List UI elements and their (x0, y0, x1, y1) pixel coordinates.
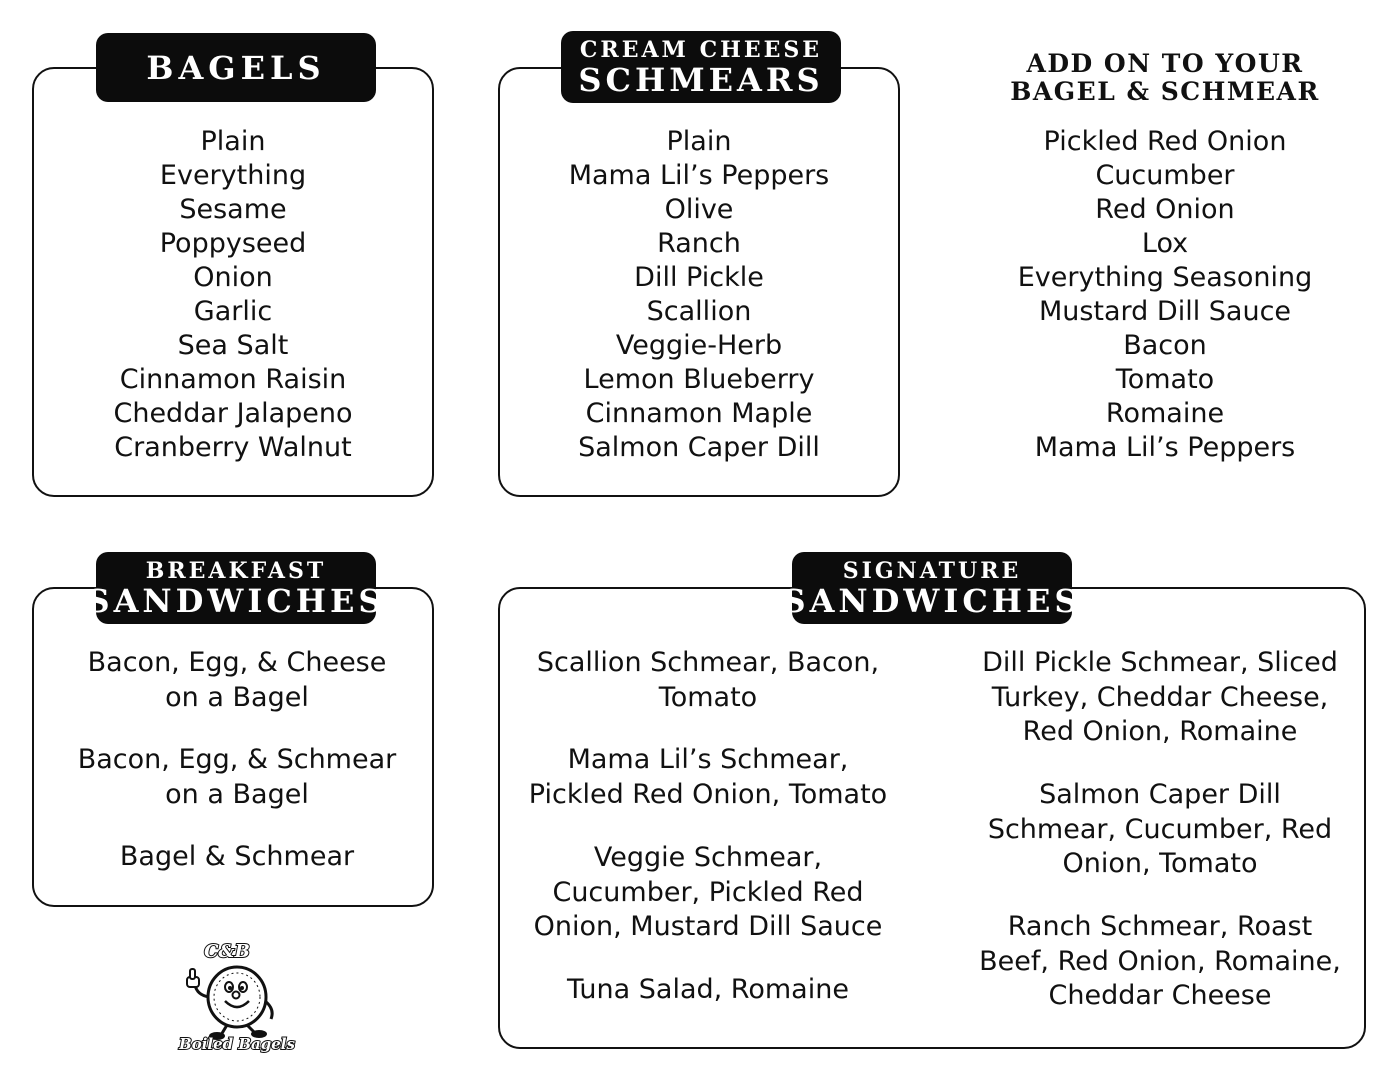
list-item: Romaine (1105, 398, 1225, 429)
list-item: Everything (159, 160, 307, 191)
breakfast-header (86, 552, 386, 624)
list-item: Tomato (1115, 364, 1215, 395)
breakfast-item (32, 840, 442, 875)
bagels-list (32, 125, 434, 465)
item-line: Bacon, Egg, & Cheese (87, 647, 387, 678)
list-item: Plain (200, 126, 266, 157)
logo-top-text: C&B (204, 941, 250, 962)
schmears-title-big: SCHMEARS (578, 60, 824, 99)
signature-item (503, 646, 913, 715)
breakfast-title-small: BREAKFAST (145, 557, 327, 584)
list-item: Mama Lil’s Peppers (568, 160, 830, 191)
list-item: Red Onion (1095, 194, 1235, 225)
item-line: Dill Pickle Schmear, Sliced (982, 647, 1338, 678)
signature-item (955, 910, 1365, 1014)
item-line: Beef, Red Onion, Romaine, (979, 945, 1341, 977)
list-item: Plain (666, 126, 732, 157)
list-item: Dill Pickle (634, 262, 764, 293)
item-line: Veggie Schmear, (593, 842, 823, 873)
item-line: on a Bagel (165, 778, 309, 810)
signature-item (503, 841, 913, 945)
signature-title-big: SANDWICHES (782, 581, 1082, 620)
bagel-mascot-logo (175, 935, 300, 1055)
list-item: Pickled Red Onion (1043, 126, 1287, 157)
list-item: Bacon (1123, 330, 1207, 361)
list-item: Salmon Caper Dill (578, 432, 820, 463)
item-line: Tomato (658, 681, 758, 713)
list-item: Cheddar Jalapeno (113, 398, 353, 429)
bagels-header (96, 33, 376, 102)
signature-item (955, 646, 1365, 750)
list-item: Veggie-Herb (615, 330, 783, 361)
item-line: Bacon, Egg, & Schmear (77, 744, 397, 775)
signature-header (782, 552, 1082, 624)
list-item: Cinnamon Raisin (119, 364, 347, 395)
item-line: Cheddar Cheese (1048, 980, 1272, 1011)
list-item: Garlic (193, 296, 273, 327)
schmears-title-small: CREAM CHEESE (579, 36, 823, 63)
addons-heading (985, 50, 1345, 106)
signature-item (955, 778, 1365, 882)
item-line: Ranch Schmear, Roast (1007, 911, 1313, 942)
signature-item (503, 973, 913, 1008)
item-line: Turkey, Cheddar Cheese, (991, 681, 1329, 713)
list-item: Scallion (646, 296, 752, 327)
list-item: Poppyseed (159, 228, 307, 259)
bagels-title: BAGELS (146, 48, 326, 87)
item-line: Red Onion, Romaine (1022, 716, 1298, 747)
list-item: Olive (664, 194, 734, 225)
list-item: Mama Lil’s Peppers (1034, 432, 1296, 463)
list-item: Cinnamon Maple (585, 398, 813, 429)
item-line: Scallion Schmear, Bacon, (536, 647, 880, 678)
schmears-header (561, 31, 841, 103)
item-line: Schmear, Cucumber, Red (987, 813, 1333, 845)
breakfast-item (32, 743, 442, 812)
list-item: Cucumber (1095, 160, 1235, 191)
item-line: Onion, Tomato (1062, 848, 1258, 879)
list-item: Onion (193, 262, 273, 293)
list-item: Mustard Dill Sauce (1038, 296, 1292, 327)
list-item: Sea Salt (177, 330, 289, 361)
list-item: Ranch (657, 228, 741, 259)
item-line: on a Bagel (165, 681, 309, 713)
list-item: Lemon Blueberry (583, 364, 815, 395)
item-line: Bagel & Schmear (119, 841, 355, 872)
list-item: Cranberry Walnut (114, 432, 352, 463)
addons-title-line2: BAGEL & SCHMEAR (1010, 77, 1320, 106)
list-item: Sesame (179, 194, 287, 225)
item-line: Mama Lil’s Schmear, (567, 744, 849, 775)
breakfast-title-big: SANDWICHES (86, 581, 386, 620)
signature-title-small: SIGNATURE (842, 557, 1022, 584)
item-line: Cucumber, Pickled Red (552, 876, 864, 908)
item-line: Onion, Mustard Dill Sauce (533, 911, 883, 942)
logo-bottom-text: Boiled Bagels (179, 1035, 295, 1053)
list-item: Lox (1141, 228, 1189, 259)
item-line: Salmon Caper Dill (1039, 779, 1281, 810)
item-line: Tuna Salad, Romaine (567, 974, 849, 1005)
schmears-list (498, 125, 900, 465)
breakfast-item (32, 646, 442, 715)
list-item: Everything Seasoning (1017, 262, 1313, 293)
signature-item (503, 743, 913, 812)
addons-list (965, 125, 1365, 465)
addons-title-line1: ADD ON TO YOUR (1026, 49, 1304, 78)
item-line: Pickled Red Onion, Tomato (528, 778, 888, 810)
